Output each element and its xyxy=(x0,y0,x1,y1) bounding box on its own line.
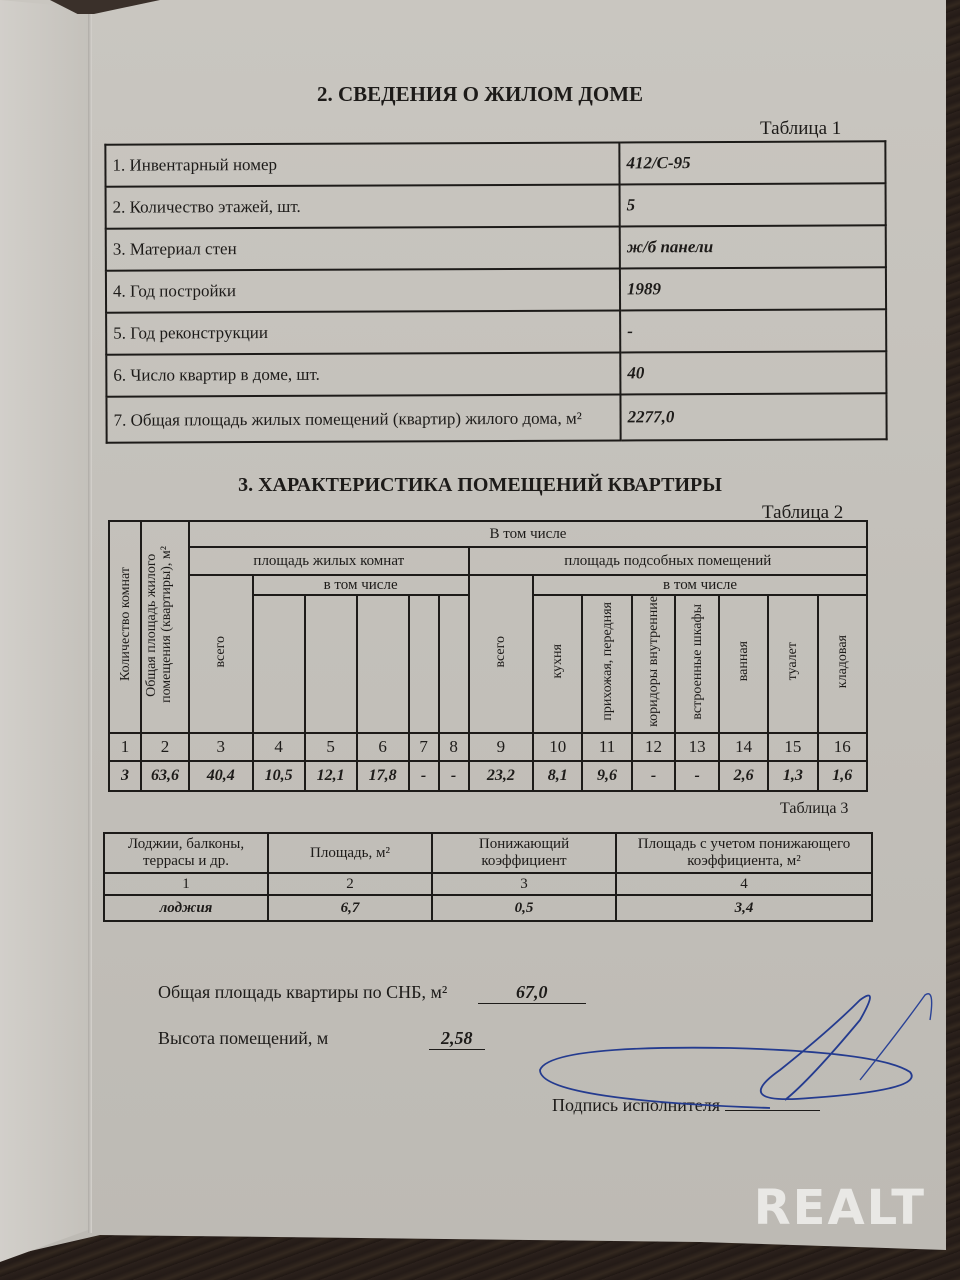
row-label: 4. Год постройки xyxy=(106,268,620,312)
header-toilet: туалет xyxy=(768,595,817,733)
header-hallway: прихожая, передняя xyxy=(582,595,631,733)
section3-title: 3. ХАРАКТЕРИСТИКА ПОМЕЩЕНИЙ КВАРТИРЫ xyxy=(238,474,722,496)
header-room-3 xyxy=(357,595,409,733)
column-numbers-row xyxy=(109,733,867,761)
cell-value: 17,8 xyxy=(357,761,409,791)
row-label: 5. Год реконструкции xyxy=(106,310,620,354)
header-room-5 xyxy=(439,595,469,733)
cell-value: - xyxy=(632,761,676,791)
row-label: 2. Количество этажей, шт. xyxy=(106,184,620,228)
col-number: 2 xyxy=(141,733,189,761)
header-coefficient: Понижающий коэффициент xyxy=(432,833,616,873)
row-value: 5 xyxy=(620,183,886,226)
col-number: 6 xyxy=(357,733,409,761)
header-closets: встроенные шкафы xyxy=(675,595,719,733)
house-info-table xyxy=(104,140,887,443)
signature-icon xyxy=(530,990,950,1120)
total-area-line xyxy=(158,982,586,1004)
table-row xyxy=(106,393,886,442)
height-value: 2,58 xyxy=(429,1028,485,1050)
header-loggia-type: Лоджии, балконы, террасы и др. xyxy=(104,833,268,873)
data-row xyxy=(104,895,872,921)
height-label: Высота помещений, м xyxy=(158,1028,329,1048)
header-kitchen: кухня xyxy=(533,595,582,733)
loggia-table xyxy=(103,832,873,922)
col-number: 9 xyxy=(469,733,534,761)
col-number: 1 xyxy=(109,733,141,761)
row-value: ж/б панели xyxy=(620,225,886,268)
col-number: 7 xyxy=(409,733,439,761)
cell-value: 3,4 xyxy=(616,895,872,921)
row-value: 412/С-95 xyxy=(619,141,885,184)
cell-value: лоджия xyxy=(104,895,268,921)
cell-value: 40,4 xyxy=(189,761,253,791)
cell-value: 6,7 xyxy=(268,895,432,921)
cell-value: - xyxy=(439,761,469,791)
col-number: 5 xyxy=(305,733,357,761)
data-row xyxy=(109,761,867,791)
row-label: 1. Инвентарный номер xyxy=(105,142,619,186)
col-number: 2 xyxy=(268,873,432,895)
table1-caption: Таблица 1 xyxy=(760,118,842,139)
header-area: Площадь, м² xyxy=(268,833,432,873)
cell-value: 8,1 xyxy=(533,761,582,791)
row-value: 2277,0 xyxy=(620,393,886,440)
col-number: 8 xyxy=(439,733,469,761)
col-number: 12 xyxy=(632,733,676,761)
cell-value: 10,5 xyxy=(253,761,305,791)
table3-caption: Таблица 3 xyxy=(780,800,849,817)
header-living-all: всего xyxy=(189,575,253,733)
header-living-area: площадь жилых комнат xyxy=(189,547,469,575)
cell-value: - xyxy=(409,761,439,791)
header-storage: кладовая xyxy=(818,595,867,733)
header-room-2 xyxy=(305,595,357,733)
header-aux-area: площадь подсобных помещений xyxy=(469,547,867,575)
section2-title: 2. СВЕДЕНИЯ О ЖИЛОМ ДОМЕ xyxy=(316,82,644,106)
row-label: 6. Число квартир в доме, шт. xyxy=(106,352,620,396)
table-row xyxy=(106,225,886,270)
cell-value: - xyxy=(675,761,719,791)
row-label: 3. Материал стен xyxy=(106,226,620,270)
table-row xyxy=(105,141,885,186)
col-number: 4 xyxy=(616,873,872,895)
row-label: 7. Общая площадь жилых помещений (квартир) жилого дома, м² xyxy=(106,394,620,442)
apartment-rooms-table xyxy=(108,520,868,792)
cell-value: 1,3 xyxy=(768,761,817,791)
table-row xyxy=(106,183,886,228)
col-number: 10 xyxy=(533,733,582,761)
cell-value: 3 xyxy=(109,761,141,791)
total-area-label: Общая площадь квартиры по СНБ, м² xyxy=(158,982,448,1002)
cell-value: 23,2 xyxy=(469,761,534,791)
col-number: 15 xyxy=(768,733,817,761)
cell-value: 12,1 xyxy=(305,761,357,791)
cell-value: 63,6 xyxy=(141,761,189,791)
table-row xyxy=(106,351,886,396)
col-number: 11 xyxy=(582,733,631,761)
row-value: - xyxy=(620,309,886,352)
header-including: В том числе xyxy=(189,521,867,547)
header-aux-all: всего xyxy=(469,575,534,733)
total-area-value: 67,0 xyxy=(478,982,586,1004)
header-corridors: коридоры внутренние xyxy=(632,595,676,733)
page-fold xyxy=(88,8,92,1233)
cell-value: 2,6 xyxy=(719,761,768,791)
header-bathroom: ванная xyxy=(719,595,768,733)
col-number: 3 xyxy=(189,733,253,761)
header-room-1 xyxy=(253,595,305,733)
header-room-4 xyxy=(409,595,439,733)
cell-value: 0,5 xyxy=(432,895,616,921)
col-number: 3 xyxy=(432,873,616,895)
header-living-sub: в том числе xyxy=(253,575,469,595)
table-row xyxy=(106,309,886,354)
col-number: 16 xyxy=(818,733,867,761)
height-line xyxy=(158,1028,485,1050)
cell-value: 9,6 xyxy=(582,761,631,791)
row-value: 40 xyxy=(620,351,886,394)
col-number: 14 xyxy=(719,733,768,761)
col-number: 1 xyxy=(104,873,268,895)
cell-value: 1,6 xyxy=(818,761,867,791)
header-total-area: Общая площадь жилого помещения (квартиры), м² xyxy=(141,521,189,733)
facing-page xyxy=(0,0,88,1262)
col-number: 13 xyxy=(675,733,719,761)
row-value: 1989 xyxy=(620,267,886,310)
col-number: 4 xyxy=(253,733,305,761)
header-rooms: Количество комнат xyxy=(109,521,141,733)
table-row xyxy=(106,267,886,312)
realt-watermark: REALT xyxy=(753,1180,926,1236)
table2-caption: Таблица 2 xyxy=(762,502,844,523)
header-aux-sub: в том числе xyxy=(533,575,867,595)
header-adjusted-area: Площадь с учетом понижающего коэффициента, м² xyxy=(616,833,872,873)
signature-label: Подпись исполнителя xyxy=(552,1095,720,1115)
